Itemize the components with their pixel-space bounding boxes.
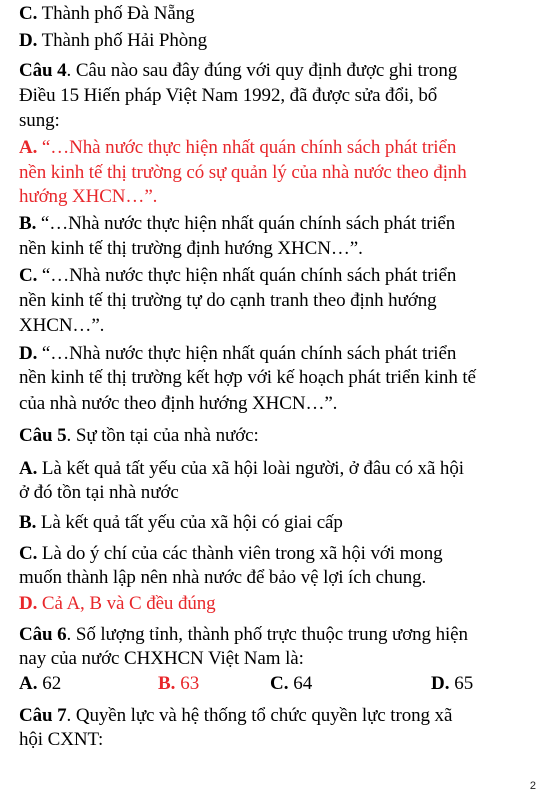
q6-option-d: D. 65 [431, 673, 474, 694]
q4-option-a-line-2: nền kinh tế thị trường có sự quản lý của nhà nước theo định [19, 162, 467, 183]
page-number: 2 [529, 780, 536, 792]
q4-option-a-line-3: hướng XHCN…”. [19, 186, 158, 207]
q5-option-c-line-2: muốn thành lập nên nhà nước để bảo vệ lợi ích chung. [19, 567, 427, 588]
q5-option-a-line-2: ở đó tồn tại nhà nước [19, 482, 179, 503]
q5-label: Câu 5 [19, 425, 67, 446]
q4-stem-line-1: Câu 4. Câu nào sau đây đúng với quy định được ghi trong [19, 60, 458, 81]
prev-option-c: C. Thành phố Đà Nẵng [19, 3, 195, 24]
q4-option-c-line-2: nền kinh tế thị trường tự do cạnh tranh theo định hướng [19, 290, 437, 311]
q4-option-d-line-2: nền kinh tế thị trường kết hợp với kế hoạch phát triển kinh tế [19, 367, 476, 388]
q4-label: Câu 4 [19, 60, 67, 81]
q4-option-c-line-3: XHCN…”. [19, 315, 105, 336]
q4-option-a-line-1: A. “…Nhà nước thực hiện nhất quán chính sách phát triển [19, 137, 457, 158]
q4-stem-line-2: Điều 15 Hiến pháp Việt Nam 1992, đã được sửa đổi, bổ [19, 85, 438, 106]
q7-stem-line-1: Câu 7. Quyền lực và hệ thống tổ chức quyền lực trong xã [19, 705, 453, 726]
q5-option-d: D. Cả A, B và C đều đúng [19, 593, 216, 614]
q5-stem: Câu 5. Sự tồn tại của nhà nước: [19, 425, 259, 446]
q6-option-c: C. 64 [270, 673, 313, 694]
q6-stem-line-1: Câu 6. Số lượng tỉnh, thành phố trực thuộc trung ương hiện [19, 624, 468, 645]
q5-option-c-line-1: C. Là do ý chí của các thành viên trong xã hội với mong [19, 543, 443, 564]
q5-option-a-line-1: A. Là kết quả tất yếu của xã hội loài người, ở đâu có xã hội [19, 458, 464, 479]
q4-option-d-line-3: của nhà nước theo định hướng XHCN…”. [19, 393, 338, 414]
q7-label: Câu 7 [19, 705, 67, 726]
q5-option-b: B. Là kết quả tất yếu của xã hội có giai cấp [19, 512, 343, 533]
q6-label: Câu 6 [19, 624, 67, 645]
q4-stem-line-3: sung: [19, 110, 60, 131]
prev-option-d: D. Thành phố Hải Phòng [19, 30, 207, 51]
q6-option-a: A. 62 [19, 673, 62, 694]
q7-stem-line-2: hội CXNT: [19, 729, 104, 750]
q4-option-d-line-1: D. “…Nhà nước thực hiện nhất quán chính sách phát triển [19, 343, 457, 364]
q4-option-b-line-2: nền kinh tế thị trường định hướng XHCN…”. [19, 238, 363, 259]
q4-option-c-line-1: C. “…Nhà nước thực hiện nhất quán chính sách phát triển [19, 265, 457, 286]
q6-option-b: B. 63 [158, 673, 200, 694]
q4-option-b-line-1: B. “…Nhà nước thực hiện nhất quán chính sách phát triển [19, 213, 456, 234]
q6-stem-line-2: nay của nước CHXHCN Việt Nam là: [19, 648, 304, 669]
